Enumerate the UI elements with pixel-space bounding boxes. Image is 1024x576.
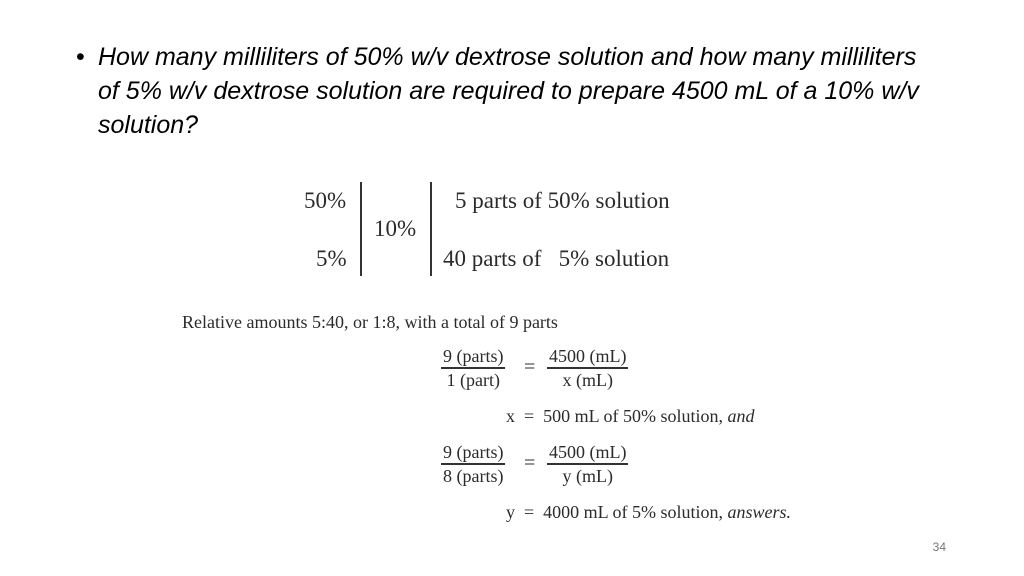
y-result-tail: answers. <box>727 502 791 522</box>
fraction-parts-1 <box>441 345 505 391</box>
fraction-denominator: x (mL) <box>562 369 613 390</box>
x-result-text: x = 500 mL of 50% solution, <box>506 406 723 426</box>
x-result <box>506 406 754 427</box>
fraction-numerator: 9 (parts) <box>443 346 504 366</box>
high-strength: 50% <box>304 188 347 213</box>
fraction-denominator: y (mL) <box>562 465 613 486</box>
page-number: 34 <box>932 540 946 554</box>
question-bullet <box>76 40 936 142</box>
equals-sign: = <box>524 452 536 474</box>
fraction-volume-1 <box>547 345 628 391</box>
x-result-tail: and <box>727 406 755 426</box>
fraction-volume-2 <box>547 441 628 487</box>
low-strength: 5% <box>316 246 347 271</box>
y-result-text: y = 4000 mL of 5% solution, <box>506 502 723 522</box>
y-result <box>506 502 791 523</box>
fraction-numerator: 4500 (mL) <box>549 442 627 462</box>
question-text: How many milliliters of 50% w/v dextrose solution and how many milliliters of 5% w/v dextrose solution are required to prepare 4500 mL of a 10% w/v solution? <box>98 43 919 139</box>
fraction-denominator: 8 (parts) <box>443 465 504 486</box>
bullet-marker: • <box>76 43 85 71</box>
left-divider <box>360 182 362 276</box>
fraction-numerator: 4500 (mL) <box>549 346 627 366</box>
relative-amounts: Relative amounts 5:40, or 1:8, with a total of 9 parts <box>182 312 558 332</box>
target-strength: 10% <box>374 216 417 241</box>
parts-high: 5 parts of 50% solution <box>455 188 670 213</box>
fraction-parts-2 <box>441 441 505 487</box>
fraction-denominator: 1 (part) <box>446 369 500 390</box>
alligation-diagram <box>290 180 710 280</box>
fraction-numerator: 9 (parts) <box>443 442 504 462</box>
equals-sign: = <box>524 356 536 378</box>
parts-low: 40 parts of 5% solution <box>443 246 670 271</box>
right-divider <box>430 182 432 276</box>
